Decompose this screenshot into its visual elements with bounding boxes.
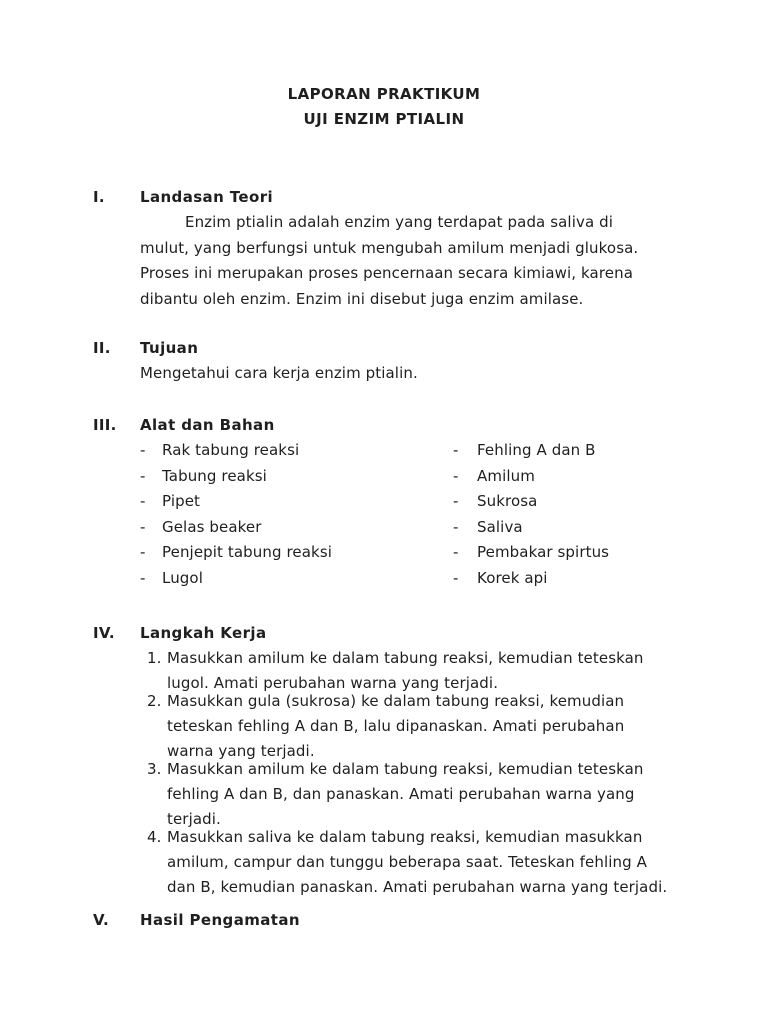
section-numeral-4: IV. — [93, 623, 115, 642]
tool-item — [453, 464, 535, 490]
step-line: dan B, kemudian panaskan. Amati perubahan warna yang terjadi. — [167, 877, 668, 896]
section-alat-dan-bahan — [93, 413, 728, 592]
section-numeral-3: III. — [93, 416, 117, 434]
tool-item-label: Fehling A dan B — [477, 441, 596, 459]
section-content-hasil — [140, 908, 728, 933]
section-heading-alat: Alat dan Bahan — [140, 416, 275, 434]
section-numeral-1: I. — [93, 188, 105, 206]
tool-row — [140, 489, 728, 515]
teori-paragraph-line: Proses ini merupakan proses pencernaan secara kimiawi, karena — [140, 264, 633, 282]
step-number: 2. — [147, 691, 162, 710]
bullet-dash: - — [140, 492, 146, 511]
section-content-alat — [140, 413, 728, 592]
teori-paragraph-line: mulut, yang berfungsi untuk mengubah amilum menjadi glukosa. — [140, 238, 639, 257]
step-line: teteskan fehling A dan B, lalu dipanaskan. Amati perubahan — [167, 716, 625, 735]
teori-paragraph-line: Enzim ptialin adalah enzim yang terdapat pada saliva di — [185, 213, 613, 231]
tool-row — [140, 438, 728, 464]
bullet-dash: - — [140, 543, 146, 562]
step-2 — [140, 689, 728, 764]
tool-item-label: Pipet — [162, 492, 201, 511]
section-tujuan — [93, 336, 728, 386]
tool-item — [453, 540, 609, 566]
teori-paragraph — [140, 210, 728, 312]
step-line: Masukkan gula (sukrosa) ke dalam tabung reaksi, kemudian — [167, 691, 625, 710]
tool-item-label: Gelas beaker — [162, 517, 262, 536]
tool-item — [140, 438, 453, 464]
bullet-dash: - — [140, 517, 146, 536]
bullet-dash: - — [140, 568, 146, 587]
tool-item — [453, 489, 537, 515]
tool-row — [140, 515, 728, 541]
steps-list — [140, 646, 728, 900]
tool-item — [453, 515, 523, 541]
section-numeral-5: V. — [93, 910, 109, 929]
tool-item-label: Saliva — [477, 517, 523, 536]
tool-item — [140, 464, 453, 490]
section-langkah-kerja — [93, 621, 728, 900]
step-line: fehling A dan B, dan panaskan. Amati perubahan warna yang — [167, 784, 635, 803]
document-title — [0, 0, 768, 132]
bullet-dash: - — [453, 543, 459, 562]
bullet-dash: - — [453, 517, 459, 536]
step-line: Masukkan amilum ke dalam tabung reaksi, kemudian teteskan — [167, 759, 644, 778]
section-landasan-teori — [93, 185, 728, 312]
tool-item — [140, 489, 453, 515]
section-content-tujuan — [140, 336, 728, 386]
tool-item-label: Korek api — [477, 568, 548, 587]
tool-item-label: Amilum — [477, 466, 535, 485]
title-line-2: UJI ENZIM PTIALIN — [303, 110, 465, 128]
title-line-1: LAPORAN PRAKTIKUM — [287, 85, 481, 103]
tool-item — [453, 438, 595, 464]
step-number: 1. — [147, 648, 162, 667]
step-line: warna yang terjadi. — [167, 741, 315, 760]
section-content-langkah — [140, 621, 728, 900]
step-line: terjadi. — [167, 809, 221, 828]
tool-item-label: Tabung reaksi — [162, 466, 267, 485]
section-content-teori — [140, 185, 728, 312]
tool-item — [140, 540, 453, 566]
section-heading-tujuan: Tujuan — [140, 339, 199, 357]
bullet-dash: - — [140, 466, 146, 485]
bullet-dash: - — [453, 568, 459, 587]
bullet-dash: - — [453, 466, 459, 485]
bullet-dash: - — [140, 441, 146, 459]
bullet-dash: - — [453, 492, 459, 511]
step-number: 3. — [147, 759, 162, 778]
tool-row — [140, 464, 728, 490]
section-numeral-2: II. — [93, 339, 111, 357]
section-heading-langkah: Langkah Kerja — [140, 623, 267, 642]
tool-item-label: Lugol — [162, 568, 203, 587]
tool-item-label: Sukrosa — [477, 492, 538, 511]
step-number: 4. — [147, 827, 162, 846]
tool-item — [140, 515, 453, 541]
section-hasil-pengamatan — [93, 908, 728, 933]
tool-item — [140, 566, 453, 592]
tool-item-label: Rak tabung reaksi — [162, 441, 300, 459]
bullet-dash: - — [453, 441, 459, 459]
step-line: lugol. Amati perubahan warna yang terjadi. — [167, 673, 499, 692]
tool-row — [140, 540, 728, 566]
tool-item-label: Pembakar spirtus — [477, 543, 610, 562]
tool-row — [140, 566, 728, 592]
teori-paragraph-line: dibantu oleh enzim. Enzim ini disebut juga enzim amilase. — [140, 289, 584, 308]
step-3 — [140, 757, 728, 832]
tool-item — [453, 566, 548, 592]
step-line: Masukkan saliva ke dalam tabung reaksi, kemudian masukkan — [167, 827, 643, 846]
section-heading-teori: Landasan Teori — [140, 188, 274, 206]
step-line: amilum, campur dan tunggu beberapa saat. Teteskan fehling A — [167, 852, 647, 871]
step-4 — [140, 825, 728, 900]
tujuan-text: Mengetahui cara kerja enzim ptialin. — [140, 364, 418, 382]
step-line: Masukkan amilum ke dalam tabung reaksi, kemudian teteskan — [167, 648, 644, 667]
tool-item-label: Penjepit tabung reaksi — [162, 543, 333, 562]
section-heading-hasil: Hasil Pengamatan — [140, 910, 300, 929]
